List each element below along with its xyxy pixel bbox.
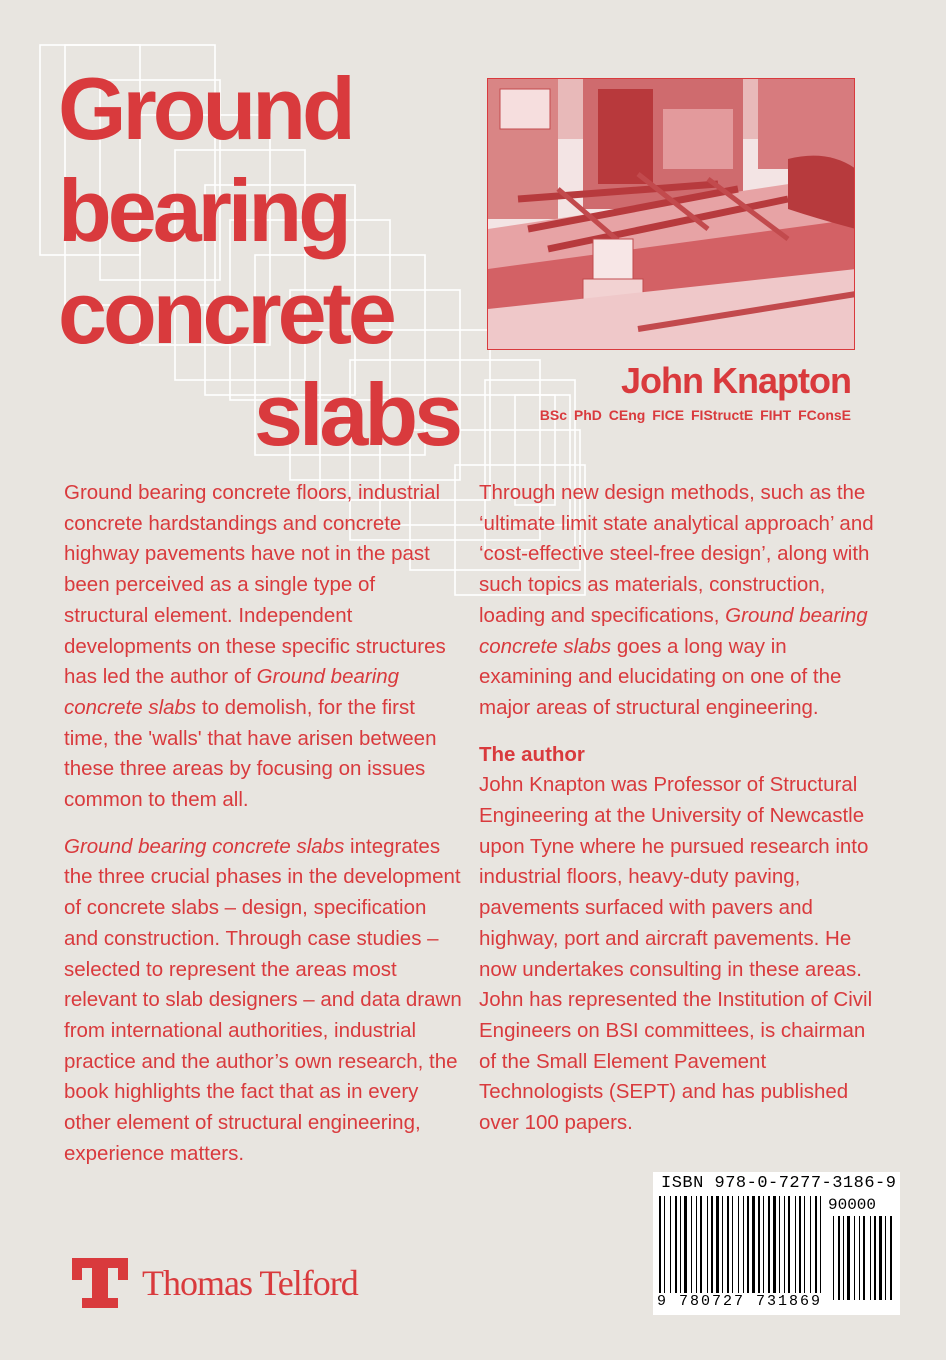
blurb-paragraph-1: Ground bearing concrete floors, industrial concrete hardstandings and concrete highway pavements have not in the past been perceived as a single type of structural element. Independent developments on these specific structures has led the author of Ground bearing concrete slabs to demolish, for the first time, the 'walls' that have arisen between these three areas by focusing on issues common to them all. bbox=[64, 481, 446, 812]
publisher-name: Thomas Telford bbox=[142, 1263, 358, 1303]
title-line-3: concrete bbox=[58, 263, 393, 362]
price-code: 90000 bbox=[828, 1196, 877, 1214]
author-name: John Knapton bbox=[621, 360, 851, 401]
thomas-telford-logo-icon bbox=[72, 1258, 128, 1308]
blurb-left-column bbox=[64, 478, 464, 1185]
author-heading: The author bbox=[479, 742, 585, 766]
book-title-italic: Ground bearing concrete slabs bbox=[479, 603, 868, 658]
blurb-right-column bbox=[479, 478, 879, 1155]
book-title-italic: Ground bearing concrete slabs bbox=[64, 665, 400, 719]
isbn-barcode bbox=[653, 1172, 900, 1315]
isbn-text: ISBN 978-0-7277-3186-9 bbox=[661, 1174, 897, 1193]
blurb-paragraph-2: Ground bearing concrete slabs integrates the three crucial phases in the development of concrete slabs – design, specification and construction. Through case studies – selected to represent the areas most relevant to slab designers – and data drawn from international authorities, industrial practice and the author’s own research, the book highlights the fact that as in every other element of structural engineering, experience matters. bbox=[64, 834, 462, 1165]
cover-photo bbox=[487, 78, 855, 350]
construction-site-image bbox=[488, 79, 855, 350]
blurb-paragraph-3: Through new design methods, such as the ‘ultimate limit state analytical approach’ and ‘cost-effective steel-free design’, along with such topics as materials, construction, loading and specifications, Ground bearing concrete slabs goes a long way in examining and elucidating on one of the major areas of structural engineering. bbox=[479, 481, 874, 719]
book-title bbox=[58, 58, 459, 466]
title-line-1: Ground bbox=[58, 59, 352, 158]
title-line-4: slabs bbox=[254, 365, 460, 464]
author-bio: John Knapton was Professor of Structural Engineering at the University of Newcastle upon Tyne where he pursued research into industrial floors, heavy-duty paving, pavements surfaced with pavers and highway, port and aircraft pavements. He now undertakes consulting in these areas. John has represented the Institution of Civil Engineers on BSI committees, is chairman of the Small Element Pavement Technologists (SEPT) and has published over 100 papers. bbox=[479, 773, 873, 1135]
book-title-italic: Ground bearing concrete slabs bbox=[64, 834, 345, 858]
author-credentials: BSc PhD CEng FICE FIStructE FIHT FConsE bbox=[539, 407, 851, 423]
publisher-logo bbox=[72, 1258, 358, 1308]
ean-digits: 9 780727 731869 bbox=[657, 1293, 823, 1310]
title-line-2: bearing bbox=[58, 161, 348, 260]
